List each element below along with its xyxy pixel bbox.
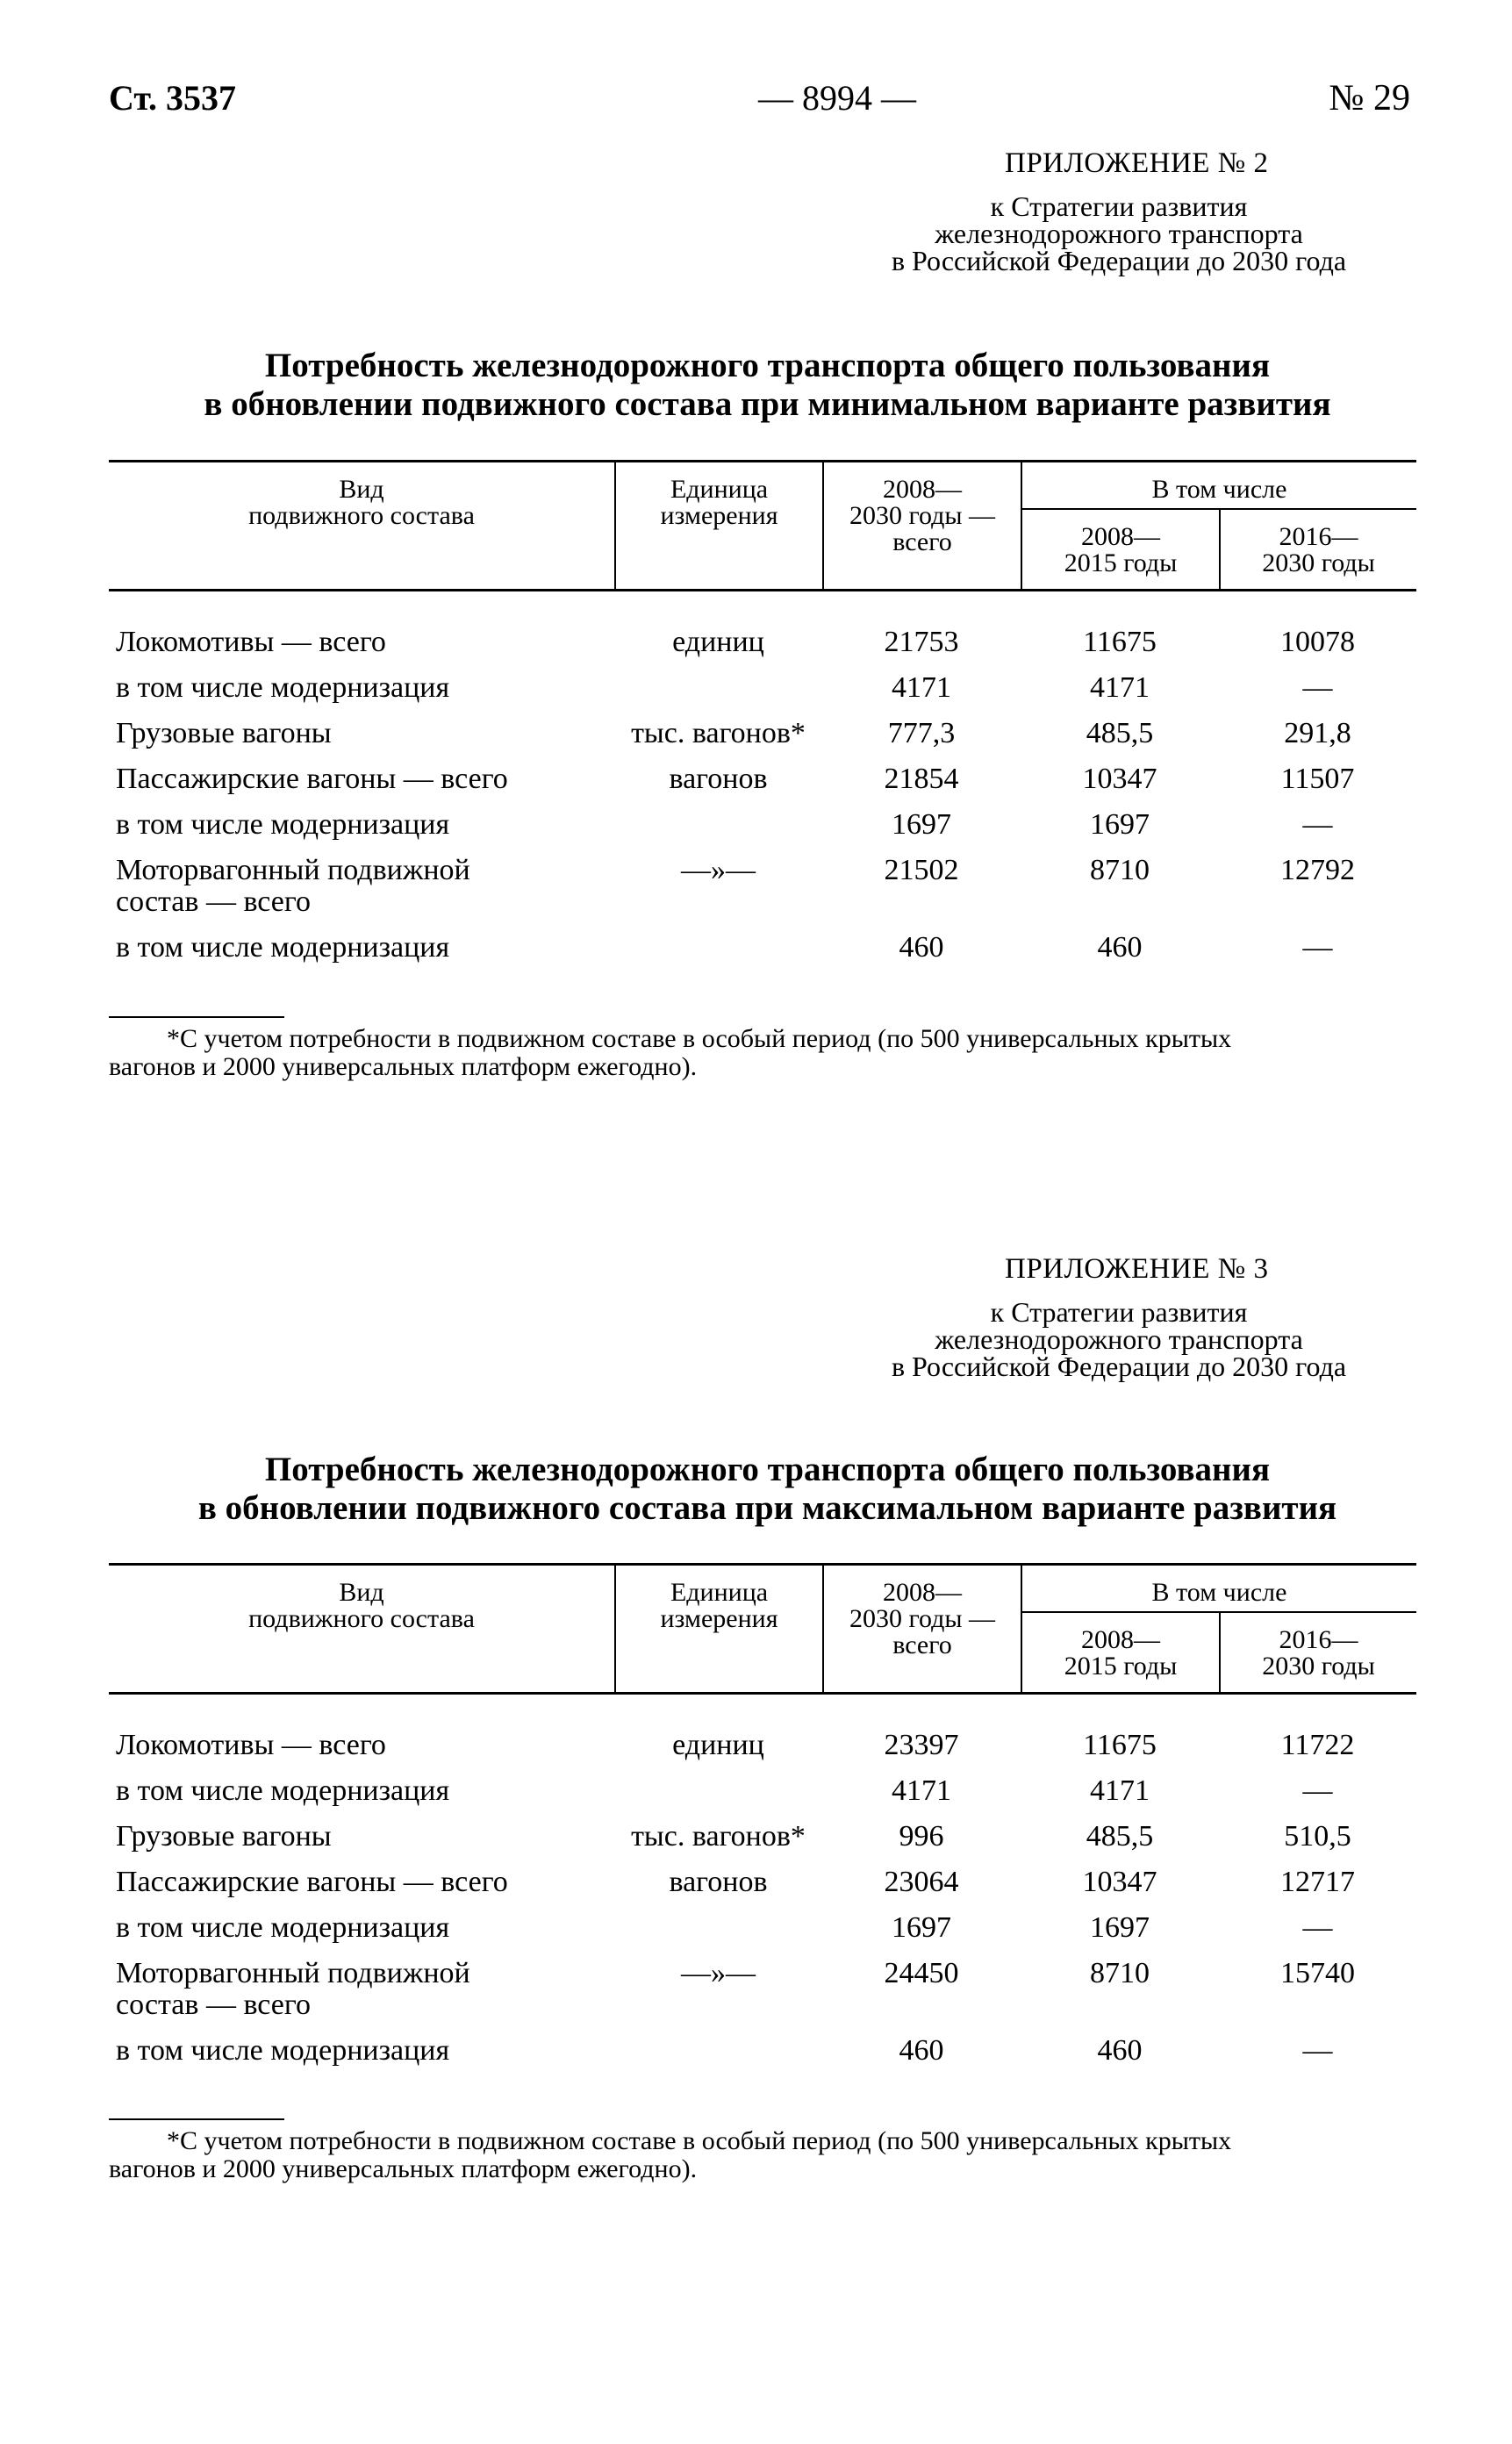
cell-unit: вагонов: [669, 763, 768, 795]
header-line: Единица: [670, 475, 769, 504]
cell-rolling-stock-type: [116, 1912, 607, 1944]
cell-line: в том числе модернизация: [116, 808, 450, 841]
header-line: Вид: [339, 1578, 384, 1607]
table-row: [109, 855, 1416, 932]
header-line: всего: [892, 1631, 952, 1659]
cell-rolling-stock-type: [116, 1775, 607, 1807]
cell-2016-2030: —: [1302, 808, 1333, 841]
cell-2008-2015: 485,5: [1086, 717, 1154, 749]
cell-line: состав — всего: [116, 885, 311, 918]
cell-rolling-stock-type: [116, 855, 607, 918]
cell-total: 23397: [884, 1729, 959, 1761]
cell-total: 4171: [892, 671, 951, 704]
footnote-line: *С учетом потребности в подвижном составе в особый период (по 500 универсальных крытых: [167, 1024, 1232, 1053]
header-line: 2008—: [883, 1578, 962, 1607]
header-line: измерения: [660, 1604, 778, 1633]
appendix-2-subtitle-line: в Российской Федерации до 2030 года: [891, 245, 1347, 276]
table-1-title: [109, 347, 1426, 424]
appendix-2-subtitle-line: железнодорожного транспорта: [935, 218, 1303, 249]
cell-2008-2015: 485,5: [1086, 1820, 1154, 1853]
footnote-line: вагонов и 2000 универсальных платформ ежегодно).: [109, 2154, 698, 2183]
cell-2016-2030: 12792: [1280, 854, 1355, 886]
table-header: [109, 1563, 1416, 1695]
table-1-footnote: [109, 1025, 1416, 1081]
cell-unit: тыс. вагонов*: [631, 717, 806, 749]
cell-2008-2015: 1697: [1090, 1911, 1150, 1944]
table-row: [109, 1821, 1416, 1867]
header-period-2008-2015: [1021, 1613, 1219, 1692]
header-unit: [614, 1566, 822, 1692]
table-maximal-variant: [109, 1563, 1416, 2081]
table-row: [109, 1867, 1416, 1912]
cell-total: 996: [899, 1820, 944, 1853]
cell-2016-2030: —: [1302, 1774, 1333, 1807]
footnote-line: *С учетом потребности в подвижном составе в особый период (по 500 универсальных крытых: [167, 2126, 1232, 2155]
table-body: [109, 627, 1416, 978]
cell-2016-2030: 10078: [1280, 626, 1355, 658]
header-line: 2030 годы: [1262, 548, 1375, 577]
cell-line: Грузовые вагоны: [116, 717, 332, 749]
header-line: 2030 годы: [1262, 1652, 1375, 1681]
cell-total: 4171: [892, 1774, 951, 1807]
cell-rolling-stock-type: [116, 627, 607, 658]
table-minimal-variant: [109, 460, 1416, 978]
cell-total: 21502: [884, 854, 959, 886]
header-total-period: [822, 462, 1021, 589]
cell-2016-2030: —: [1302, 1911, 1333, 1944]
appendix-3-subtitle-line: в Российской Федерации до 2030 года: [891, 1351, 1347, 1382]
cell-rolling-stock-type: [116, 809, 607, 841]
cell-rolling-stock-type: [116, 1821, 607, 1853]
cell-unit: единиц: [672, 626, 764, 658]
page-reference: Ст. 3537: [109, 78, 236, 118]
cell-2008-2015: 8710: [1090, 854, 1150, 886]
table-row: [109, 1912, 1416, 1958]
cell-rolling-stock-type: [116, 1730, 607, 1761]
header-including: В том числе: [1021, 1566, 1416, 1613]
header-line: 2008—: [1081, 1625, 1160, 1654]
header-line: 2030 годы —: [849, 1604, 996, 1633]
cell-unit: тыс. вагонов*: [631, 1820, 806, 1853]
appendix-2-title: ПРИЛОЖЕНИЕ № 2: [1005, 147, 1269, 179]
appendix-2-subtitle-line: к Стратегии развития: [990, 190, 1248, 222]
appendix-3-block: [825, 1255, 1413, 1380]
cell-2008-2015: 460: [1097, 931, 1143, 964]
cell-total: 21753: [884, 626, 959, 658]
header-line: 2008—: [883, 475, 962, 504]
cell-line: в том числе модернизация: [116, 2034, 450, 2067]
cell-2016-2030: —: [1302, 671, 1333, 704]
cell-line: состав — всего: [116, 1989, 311, 2021]
table-2-title-line: в обновлении подвижного состава при максимальном варианте развития: [197, 1489, 1337, 1527]
table-row: [109, 2035, 1416, 2081]
table-row: [109, 1958, 1416, 2035]
header-period-2016-2030: [1219, 510, 1416, 589]
cell-rolling-stock-type: [116, 1958, 607, 2021]
footnote-divider: [109, 1016, 284, 1018]
cell-line: в том числе модернизация: [116, 931, 450, 964]
cell-2008-2015: 8710: [1090, 1957, 1150, 1989]
cell-2016-2030: 291,8: [1284, 717, 1351, 749]
table-1-title-line: в обновлении подвижного состава при минимальном варианте развития: [204, 385, 1331, 423]
cell-line: Моторвагонный подвижной: [116, 1957, 470, 1989]
header-total-period: [822, 1566, 1021, 1692]
header-line: подвижного состава: [248, 501, 475, 530]
cell-total: 460: [899, 931, 944, 964]
cell-rolling-stock-type: [116, 718, 607, 749]
cell-total: 21854: [884, 763, 959, 795]
page-number: — 8994 —: [758, 78, 916, 118]
cell-2008-2015: 4171: [1090, 1774, 1150, 1807]
table-2-footnote: [109, 2127, 1416, 2183]
table-1-title-line: Потребность железнодорожного транспорта общего пользования: [264, 347, 1271, 384]
header-line: подвижного состава: [248, 1604, 475, 1633]
cell-line: в том числе модернизация: [116, 1774, 450, 1807]
footnote-line: вагонов и 2000 универсальных платформ ежегодно).: [109, 1052, 698, 1081]
table-row: [109, 672, 1416, 718]
cell-total: 24450: [884, 1957, 959, 1989]
cell-total: 23064: [884, 1866, 959, 1898]
header-rolling-stock-type: [109, 1566, 614, 1692]
cell-unit: —»—: [681, 1957, 756, 1989]
cell-2008-2015: 460: [1097, 2034, 1143, 2067]
table-2-title: [109, 1451, 1426, 1528]
cell-total: 777,3: [887, 717, 956, 749]
cell-2016-2030: 15740: [1280, 1957, 1355, 1989]
cell-unit: вагонов: [669, 1866, 768, 1898]
header-line: Единица: [670, 1578, 769, 1607]
cell-total: 1697: [892, 1911, 951, 1944]
cell-2008-2015: 4171: [1090, 671, 1150, 704]
cell-line: Грузовые вагоны: [116, 1820, 332, 1853]
cell-rolling-stock-type: [116, 672, 607, 704]
header-line: 2015 годы: [1064, 1652, 1178, 1681]
cell-line: в том числе модернизация: [116, 1911, 450, 1944]
footnote-divider: [109, 2118, 284, 2120]
appendix-3-subtitle: [825, 1296, 1413, 1382]
cell-line: Пассажирские вагоны — всего: [116, 1866, 508, 1898]
cell-line: Моторвагонный подвижной: [116, 854, 470, 886]
cell-total: 460: [899, 2034, 944, 2067]
cell-2016-2030: 12717: [1280, 1866, 1355, 1898]
table-body: [109, 1730, 1416, 2081]
cell-line: Локомотивы — всего: [116, 1729, 386, 1761]
header-line: измерения: [660, 501, 778, 530]
cell-2016-2030: —: [1302, 2034, 1333, 2067]
issue-number: № 29: [1329, 78, 1410, 118]
cell-2008-2015: 11675: [1083, 1729, 1157, 1761]
table-row: [109, 809, 1416, 855]
cell-rolling-stock-type: [116, 932, 607, 964]
cell-2016-2030: 11507: [1280, 763, 1355, 795]
cell-line: Локомотивы — всего: [116, 626, 386, 658]
table-row: [109, 1730, 1416, 1775]
header-line: всего: [892, 527, 952, 556]
cell-2008-2015: 10347: [1082, 1866, 1157, 1898]
table-row: [109, 763, 1416, 809]
table-header: [109, 460, 1416, 591]
appendix-3-subtitle-line: железнодорожного транспорта: [935, 1323, 1303, 1355]
appendix-3-title: ПРИЛОЖЕНИЕ № 3: [1005, 1253, 1269, 1285]
header-unit: [614, 462, 822, 589]
header-period-2008-2015: [1021, 510, 1219, 589]
header-line: 2015 годы: [1064, 548, 1178, 577]
header-including: В том числе: [1021, 462, 1416, 510]
header-line: 2008—: [1081, 522, 1160, 551]
header-line: 2016—: [1279, 522, 1358, 551]
cell-rolling-stock-type: [116, 1867, 607, 1898]
table-row: [109, 718, 1416, 763]
table-2-title-line: Потребность железнодорожного транспорта общего пользования: [264, 1451, 1271, 1488]
table-row: [109, 932, 1416, 978]
header-line: 2016—: [1279, 1625, 1358, 1654]
header-line: Вид: [339, 475, 384, 504]
header-rolling-stock-type: [109, 462, 614, 589]
cell-line: в том числе модернизация: [116, 671, 450, 704]
cell-unit: —»—: [681, 854, 756, 886]
header-line: 2030 годы —: [849, 501, 996, 530]
appendix-2-subtitle: [825, 190, 1413, 276]
running-header: [109, 77, 1410, 121]
cell-2008-2015: 1697: [1090, 808, 1150, 841]
header-period-2016-2030: [1219, 1613, 1416, 1692]
cell-2016-2030: 11722: [1280, 1729, 1355, 1761]
appendix-2-block: [825, 149, 1413, 275]
cell-2008-2015: 10347: [1082, 763, 1157, 795]
table-row: [109, 1775, 1416, 1821]
cell-2016-2030: 510,5: [1284, 1820, 1351, 1853]
cell-rolling-stock-type: [116, 2035, 607, 2067]
cell-rolling-stock-type: [116, 763, 607, 795]
cell-2016-2030: —: [1302, 931, 1333, 964]
cell-unit: единиц: [672, 1729, 764, 1761]
cell-line: Пассажирские вагоны — всего: [116, 763, 508, 795]
appendix-3-subtitle-line: к Стратегии развития: [990, 1296, 1248, 1328]
cell-2008-2015: 11675: [1083, 626, 1157, 658]
table-row: [109, 627, 1416, 672]
cell-total: 1697: [892, 808, 951, 841]
